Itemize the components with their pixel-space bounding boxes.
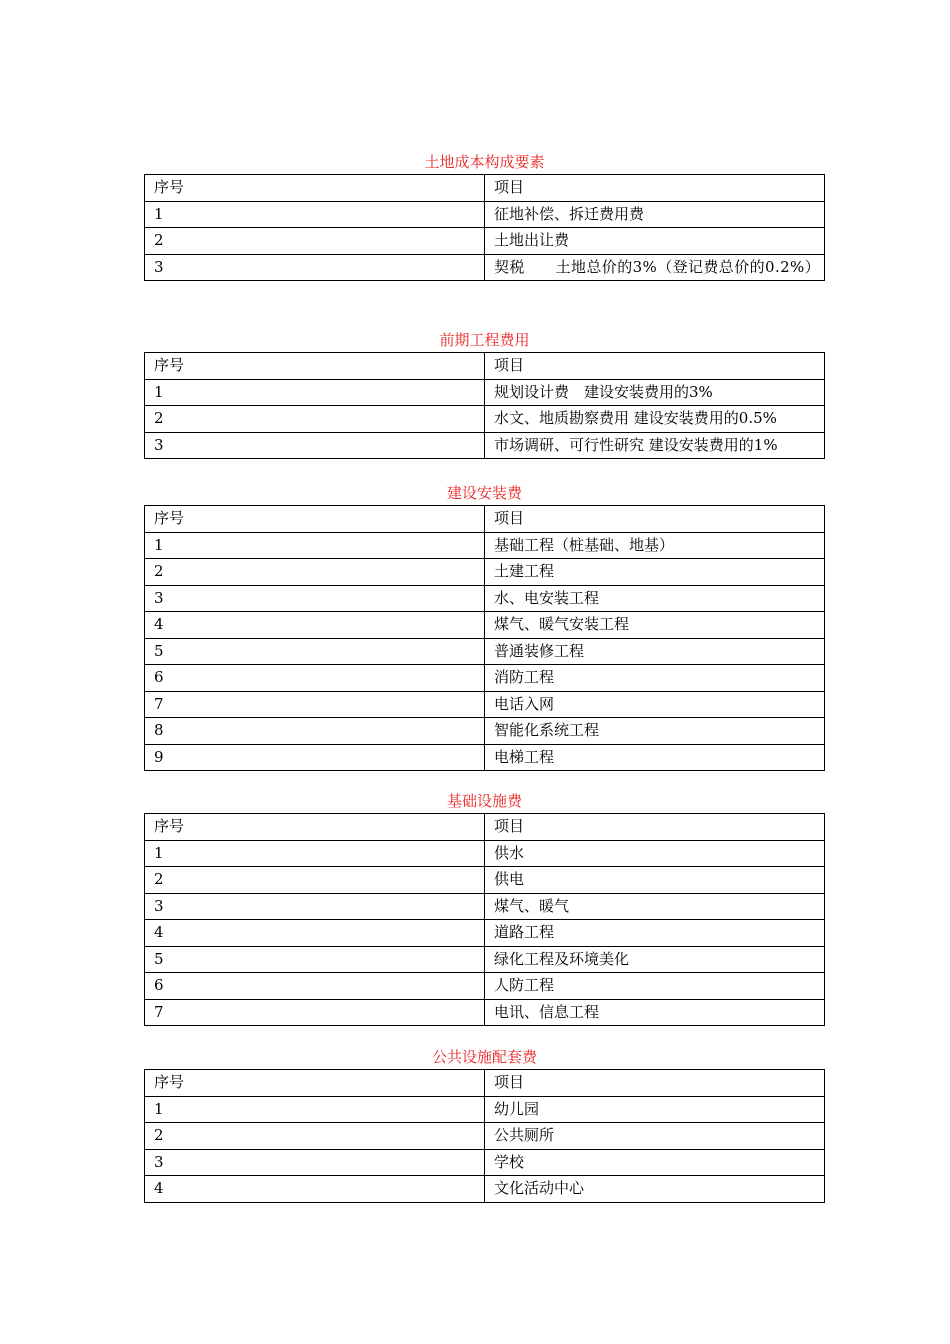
table-row (145, 1176, 825, 1203)
table-row (145, 946, 825, 973)
table-row (145, 718, 825, 745)
row-no: 9 (145, 744, 485, 771)
table-header-row (145, 1070, 825, 1097)
row-item: 学校 (485, 1149, 825, 1176)
table-row (145, 612, 825, 639)
table-row (145, 532, 825, 559)
section-title: 建设安装费 (446, 484, 522, 502)
table-header-row (145, 814, 825, 841)
row-no: 1 (145, 379, 485, 406)
table-public-facilities (144, 1069, 825, 1203)
table-header-row (145, 353, 825, 380)
section-preliminary-cost (144, 329, 825, 459)
row-no: 4 (145, 1176, 485, 1203)
row-no: 2 (145, 867, 485, 894)
table-row (145, 691, 825, 718)
table-row (145, 973, 825, 1000)
row-item: 水文、地质勘察费用 建设安装费用的0.5% (485, 406, 825, 433)
row-no: 1 (145, 840, 485, 867)
row-no: 1 (145, 532, 485, 559)
row-item: 规划设计费 建设安装费用的3% (485, 379, 825, 406)
row-no: 1 (145, 1096, 485, 1123)
row-no: 3 (145, 254, 485, 281)
section-public-facilities (144, 1046, 825, 1203)
table-row (145, 999, 825, 1026)
table-row (145, 254, 825, 281)
section-construction-install (144, 482, 825, 771)
row-item: 土地出让费 (485, 228, 825, 255)
row-no: 6 (145, 973, 485, 1000)
row-item: 电梯工程 (485, 744, 825, 771)
table-infrastructure (144, 813, 825, 1026)
section-title: 前期工程费用 (439, 331, 530, 349)
header-no: 序号 (145, 353, 485, 380)
table-row (145, 559, 825, 586)
row-item: 契税 土地总价的3%（登记费总价的0.2%） (485, 254, 825, 281)
section-title: 基础设施费 (446, 792, 522, 810)
header-item: 项目 (485, 353, 825, 380)
row-item: 普通装修工程 (485, 638, 825, 665)
row-item: 基础工程（桩基础、地基） (485, 532, 825, 559)
section-title: 土地成本构成要素 (424, 153, 545, 171)
row-no: 3 (145, 1149, 485, 1176)
header-no: 序号 (145, 1070, 485, 1097)
header-item: 项目 (485, 1070, 825, 1097)
row-no: 8 (145, 718, 485, 745)
row-item: 绿化工程及环境美化 (485, 946, 825, 973)
header-item: 项目 (485, 814, 825, 841)
row-item: 幼儿园 (485, 1096, 825, 1123)
table-header-row (145, 506, 825, 533)
row-item: 煤气、暖气 (485, 893, 825, 920)
row-no: 2 (145, 1123, 485, 1150)
table-row (145, 201, 825, 228)
row-item: 土建工程 (485, 559, 825, 586)
table-row (145, 432, 825, 459)
row-item: 公共厕所 (485, 1123, 825, 1150)
row-item: 供水 (485, 840, 825, 867)
table-row (145, 585, 825, 612)
row-item: 道路工程 (485, 920, 825, 947)
table-header-row (145, 175, 825, 202)
section-title: 公共设施配套费 (431, 1048, 537, 1066)
header-no: 序号 (145, 506, 485, 533)
section-infrastructure (144, 790, 825, 1026)
row-item: 征地补偿、拆迁费用费 (485, 201, 825, 228)
row-no: 2 (145, 228, 485, 255)
row-no: 4 (145, 920, 485, 947)
row-no: 3 (145, 893, 485, 920)
row-item: 供电 (485, 867, 825, 894)
table-row (145, 665, 825, 692)
row-item: 电讯、信息工程 (485, 999, 825, 1026)
row-no: 3 (145, 585, 485, 612)
table-land-cost (144, 174, 825, 281)
table-row (145, 406, 825, 433)
table-row (145, 379, 825, 406)
table-row (145, 920, 825, 947)
table-row (145, 744, 825, 771)
header-item: 项目 (485, 506, 825, 533)
row-item: 煤气、暖气安装工程 (485, 612, 825, 639)
row-item: 水、电安装工程 (485, 585, 825, 612)
row-no: 7 (145, 999, 485, 1026)
row-no: 6 (145, 665, 485, 692)
row-item: 文化活动中心 (485, 1176, 825, 1203)
table-row (145, 893, 825, 920)
table-row (145, 228, 825, 255)
table-row (145, 1149, 825, 1176)
row-item: 人防工程 (485, 973, 825, 1000)
row-no: 2 (145, 406, 485, 433)
table-construction-install (144, 505, 825, 771)
row-no: 5 (145, 638, 485, 665)
row-no: 7 (145, 691, 485, 718)
row-item: 市场调研、可行性研究 建设安装费用的1% (485, 432, 825, 459)
table-row (145, 1123, 825, 1150)
table-preliminary-cost (144, 352, 825, 459)
table-row (145, 638, 825, 665)
row-item: 电话入网 (485, 691, 825, 718)
header-no: 序号 (145, 814, 485, 841)
row-no: 1 (145, 201, 485, 228)
row-no: 4 (145, 612, 485, 639)
row-no: 2 (145, 559, 485, 586)
table-row (145, 867, 825, 894)
section-land-cost (144, 151, 825, 281)
row-item: 智能化系统工程 (485, 718, 825, 745)
row-item: 消防工程 (485, 665, 825, 692)
table-row (145, 840, 825, 867)
header-no: 序号 (145, 175, 485, 202)
row-no: 5 (145, 946, 485, 973)
table-row (145, 1096, 825, 1123)
header-item: 项目 (485, 175, 825, 202)
row-no: 3 (145, 432, 485, 459)
